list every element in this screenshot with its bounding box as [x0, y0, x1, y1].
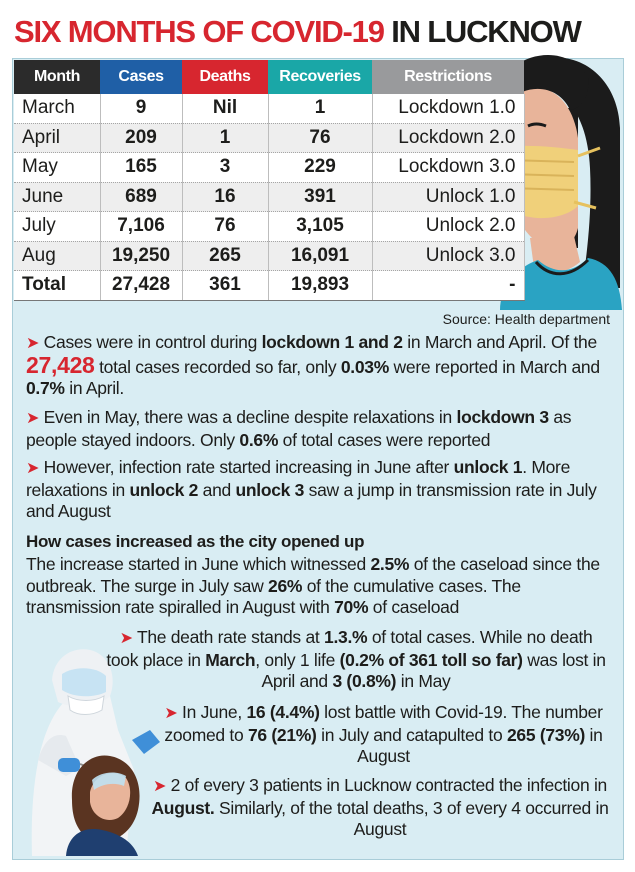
restrictions-cell: Unlock 1.0: [372, 182, 524, 212]
text: in May: [396, 671, 451, 691]
text: of caseload: [368, 597, 460, 617]
deaths-cell: Nil: [182, 94, 268, 123]
text: . More relaxations in: [26, 457, 570, 500]
text: total cases recorded so far, only: [94, 356, 341, 377]
title-part2: IN LUCKNOW: [391, 14, 581, 49]
month-cell: June: [14, 182, 100, 212]
text: , only 1 life: [255, 649, 340, 670]
red-arrow-bullet-icon: ➤: [26, 460, 40, 477]
bold-text: 76 (21%): [247, 724, 317, 745]
restrictions-cell: Lockdown 3.0: [372, 153, 524, 183]
text: Even in May, there was a decline despite relaxations in: [43, 407, 457, 427]
text: saw a jump in transmission rate in July and August: [26, 479, 597, 521]
header-cases: Cases: [100, 60, 182, 94]
text: in July and catapulted to: [316, 724, 507, 745]
text: of total cases were reported: [278, 429, 491, 450]
text: The increase started in June which witnessed: [26, 554, 371, 574]
month-cell: May: [14, 153, 100, 183]
month-cell: March: [14, 94, 100, 123]
bold-text: 16 (4.4%): [246, 702, 320, 722]
text: were reported in March and: [389, 356, 600, 377]
bold-text: lockdown 3: [456, 407, 549, 427]
recoveries-cell: 229: [268, 153, 372, 183]
text: Cases were in control during: [43, 332, 262, 352]
total-cases-cell: 27,428: [100, 271, 182, 301]
recoveries-cell: 76: [268, 123, 372, 153]
month-cell: July: [14, 212, 100, 242]
bold-text: 0.7%: [26, 378, 65, 398]
header-month: Month: [14, 60, 100, 94]
bold-text: lockdown 1 and 2: [261, 332, 403, 352]
bullet-3: [26, 457, 616, 523]
total-cases-highlight: 27,428: [26, 351, 95, 378]
text: in August: [357, 724, 603, 766]
header-restrictions: Restrictions: [372, 60, 524, 94]
title-part1: SIX MONTHS OF COVID-19: [14, 14, 384, 49]
recoveries-cell: 3,105: [268, 212, 372, 242]
table-row: [14, 94, 524, 123]
table-row: [14, 153, 524, 183]
deaths-cell: 1: [182, 123, 268, 153]
text: in March and April. Of the: [402, 332, 597, 352]
recoveries-cell: 391: [268, 182, 372, 212]
red-arrow-bullet-icon: ➤: [26, 410, 40, 427]
deaths-cell: 3: [182, 153, 268, 183]
text: However, infection rate started increasing in June after: [43, 457, 454, 477]
table-row: [14, 123, 524, 153]
total-restrictions-cell: -: [372, 271, 524, 301]
red-arrow-bullet-icon: ➤: [26, 335, 40, 352]
restrictions-cell: Lockdown 1.0: [372, 94, 524, 123]
bullet-5: [106, 627, 606, 693]
covid-data-table: [14, 60, 525, 301]
text: of the caseload since the outbreak. The surge in July saw: [26, 554, 600, 596]
text: of total cases. While no death took place in: [106, 627, 593, 670]
red-arrow-bullet-icon: ➤: [119, 630, 133, 647]
bold-text: 1.3.%: [324, 627, 368, 647]
bold-text: unlock 3: [235, 479, 305, 500]
text: and: [198, 479, 236, 500]
month-cell: Aug: [14, 241, 100, 271]
red-arrow-bullet-icon: ➤: [153, 778, 167, 795]
table-row: [14, 212, 524, 242]
deaths-cell: 265: [182, 241, 268, 271]
total-recoveries-cell: 19,893: [268, 271, 372, 301]
bullet-2: [26, 407, 616, 451]
red-arrow-bullet-icon: ➤: [164, 705, 178, 722]
bold-text: 0.6%: [239, 429, 279, 450]
bold-text: 265 (73%): [506, 724, 585, 745]
bold-text: 0.03%: [340, 356, 389, 377]
bullet-1: [26, 332, 616, 400]
total-deaths-cell: 361: [182, 271, 268, 301]
table-row: [14, 182, 524, 212]
cases-cell: 19,250: [100, 241, 182, 271]
text: of the cumulative cases. The transmission rate spiralled in August with: [26, 575, 521, 617]
month-cell: April: [14, 123, 100, 153]
text: as people stayed indoors. Only: [26, 407, 572, 450]
cases-cell: 7,106: [100, 212, 182, 242]
bold-text: (0.2% of 361 toll so far): [339, 649, 523, 670]
text: The death rate stands at: [136, 627, 325, 647]
cases-cell: 165: [100, 153, 182, 183]
source-note: Source: Health department: [442, 311, 610, 327]
header-deaths: Deaths: [182, 60, 268, 94]
text: lost battle with Covid-19. The number zoomed to: [164, 702, 603, 745]
bullet-7: [150, 775, 610, 841]
text: In June,: [182, 702, 247, 722]
bold-text: 26%: [268, 575, 303, 596]
bold-text: unlock 1: [453, 457, 523, 477]
header-recoveries: Recoveries: [268, 60, 372, 94]
table-row: [14, 241, 524, 271]
recoveries-cell: 1: [268, 94, 372, 123]
page-title: [14, 12, 624, 52]
restrictions-cell: Unlock 2.0: [372, 212, 524, 242]
cases-cell: 209: [100, 123, 182, 153]
bold-text: March: [205, 649, 256, 670]
bold-text: unlock 2: [129, 479, 199, 500]
bold-text: 70%: [334, 597, 369, 617]
restrictions-cell: Lockdown 2.0: [372, 123, 524, 153]
table-total-row: [14, 271, 524, 301]
bullet-6: [156, 702, 611, 768]
bold-text: August.: [151, 797, 215, 818]
cases-cell: 689: [100, 182, 182, 212]
recoveries-cell: 16,091: [268, 241, 372, 271]
deaths-cell: 76: [182, 212, 268, 242]
deaths-cell: 16: [182, 182, 268, 212]
bold-text: 2.5%: [370, 554, 410, 574]
text: Similarly, of the total deaths, 3 of every 4 occurred in August: [214, 797, 609, 839]
bold-text: 3 (0.8%): [332, 671, 397, 691]
text: 2 of every 3 patients in Lucknow contracted the infection in: [170, 775, 607, 795]
total-label-cell: Total: [14, 271, 100, 301]
text: in April.: [64, 378, 124, 398]
section-subheading: How cases increased as the city opened up: [26, 532, 365, 551]
text: was lost in April and: [261, 649, 606, 691]
paragraph-caseload: [26, 554, 616, 619]
restrictions-cell: Unlock 3.0: [372, 241, 524, 271]
cases-cell: 9: [100, 94, 182, 123]
